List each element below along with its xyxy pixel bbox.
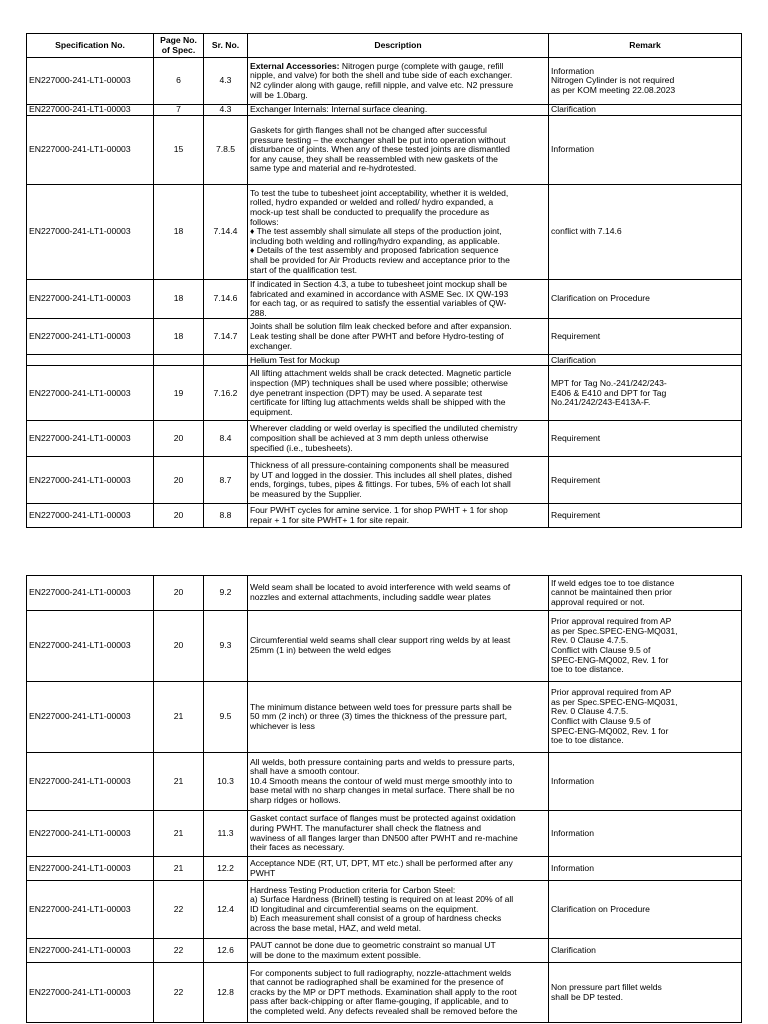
description-line: for any cause, they shall be reassembled with new gaskets of the (250, 153, 498, 164)
sr-no-cell: 12.6 (204, 939, 248, 963)
remark-line: MPT for Tag No.-241/242/243- (551, 377, 667, 388)
remark-line: Nitrogen Cylinder is not required (551, 75, 675, 86)
sr-no-cell: 7.14.7 (204, 319, 248, 355)
description-line: dye penetrant inspection (DPT) may be used. A separate test (250, 387, 483, 398)
description-cell (248, 116, 549, 185)
table-row (27, 504, 742, 528)
remark-line: No.241/242/243-E413A-F. (551, 397, 651, 408)
description-line: ends, forgings, tubes, pipes & fittings. For tubes, 5% of each lot shall (250, 479, 511, 490)
description-line: across the base metal, HAZ, and weld metal. (250, 922, 421, 933)
remark-line: E406 & E410 and DPT for Tag (551, 387, 667, 398)
sr-no-cell: 4.3 (204, 105, 248, 116)
header-sr-no: Sr. No. (204, 34, 248, 58)
description-line: All lifting attachment welds shall be crack detected. Magnetic particle (250, 368, 512, 379)
description-line: repair + 1 for site PWHT+ 1 for site repair. (250, 514, 410, 525)
description-line: Weld seam shall be located to avoid interference with weld seams of (250, 582, 511, 593)
table-row (27, 319, 742, 355)
description-line: shall have a smooth contour. (250, 766, 360, 777)
spec-no-cell: EN227000-241-LT1-00003 (27, 421, 154, 457)
spec-no-cell: EN227000-241-LT1-00003 (27, 682, 154, 753)
description-line: nozzles and external attachments, including saddle wear plates (250, 592, 491, 602)
description-line: Four PWHT cycles for amine service. 1 for shop PWHT + 1 for shop (250, 505, 508, 516)
sr-no-cell: 8.4 (204, 421, 248, 457)
description-line: disturbance of joints. When any of these tested joints are dismantled (250, 144, 510, 155)
page-no-cell: 18 (154, 319, 204, 355)
sr-no-cell: 7.14.4 (204, 185, 248, 280)
page-no-cell: 22 (154, 939, 204, 963)
remark-line: shall be DP tested. (551, 991, 623, 1002)
description-cell (248, 881, 549, 939)
spec-no-cell: EN227000-241-LT1-00003 (27, 504, 154, 528)
sr-no-cell: 4.3 (204, 58, 248, 105)
spec-no-cell: EN227000-241-LT1-00003 (27, 280, 154, 319)
description-line: their faces as necessary. (250, 842, 345, 853)
remark-cell (549, 58, 742, 105)
description-cell (248, 280, 549, 319)
description-line: 288. (250, 307, 267, 318)
remark-line: Clarification (551, 944, 596, 955)
description-line: certificate for lifting lug attachments welds shall be shipped with the (250, 397, 506, 408)
description-line: start of the qualification test. (250, 264, 358, 275)
header-page-no: Page No. of Spec. (154, 34, 204, 58)
description-line: Hardness Testing Production criteria for Carbon Steel: (250, 884, 456, 895)
spec-no-cell: EN227000-241-LT1-00003 (27, 105, 154, 116)
remark-line: Rev. 0 Clause 4.7.5. (551, 706, 629, 717)
remark-cell (549, 504, 742, 528)
page-no-cell: 19 (154, 366, 204, 421)
description-line: shall be provided for Air Products review and acceptance prior to the (250, 254, 510, 265)
description-cell (248, 963, 549, 1023)
remark-line: Information (551, 775, 594, 786)
description-line: PAUT cannot be done due to geometric constraint so manual UT (250, 939, 496, 950)
sr-no-cell: 10.3 (204, 753, 248, 811)
remark-line: Non pressure part fillet welds (551, 981, 662, 992)
description-line: composition shall be achieved at 3 mm depth unless otherwise (250, 433, 489, 444)
remark-line: Conflict with Clause 9.5 of (551, 716, 651, 726)
sr-no-cell: 8.8 (204, 504, 248, 528)
description-line: equipment. (250, 406, 293, 417)
description-cell (248, 811, 549, 857)
description-line: a) Surface Hardness (Brinell) testing is required on at least 20% of all (250, 894, 514, 905)
description-line: exchanger. (250, 340, 293, 351)
sr-no-cell: 9.2 (204, 576, 248, 611)
page-no-cell: 6 (154, 58, 204, 105)
description-line: rolled, hydro expanded or welded and rolled/ hydro expanded, a (250, 197, 494, 208)
remark-line: as per KOM meeting 22.08.2023 (551, 84, 676, 95)
description-line: Wherever cladding or weld overlay is specified the undiluted chemistry (250, 423, 518, 434)
spec-no-cell (27, 355, 154, 366)
remark-line: approval required or not. (551, 596, 645, 607)
remark-line: Clarification on Procedure (551, 903, 650, 914)
table-row (27, 857, 742, 881)
spec-no-cell: EN227000-241-LT1-00003 (27, 319, 154, 355)
spec-no-cell: EN227000-241-LT1-00003 (27, 366, 154, 421)
table-row (27, 611, 742, 682)
remark-line: toe to toe distance. (551, 735, 624, 746)
spec-no-cell: EN227000-241-LT1-00003 (27, 116, 154, 185)
remark-line: cannot be maintained then prior (551, 587, 672, 598)
table-row (27, 116, 742, 185)
spec-no-cell: EN227000-241-LT1-00003 (27, 811, 154, 857)
sr-no-cell: 7.14.6 (204, 280, 248, 319)
table-row (27, 939, 742, 963)
description-line: Helium Test for Mockup (250, 354, 340, 365)
spec-no-cell: EN227000-241-LT1-00003 (27, 576, 154, 611)
description-cell (248, 319, 549, 355)
description-line: 10.4 Smooth means the contour of weld must merge smoothly into to (250, 775, 513, 786)
table-row (27, 881, 742, 939)
table-row (27, 963, 742, 1023)
spec-no-cell: EN227000-241-LT1-00003 (27, 963, 154, 1023)
description-line: same type and material and re-hydrotested. (250, 163, 417, 174)
sr-no-cell: 12.8 (204, 963, 248, 1023)
remark-line: Information (551, 144, 594, 155)
description-line: 25mm (1 in) between the weld edges (250, 645, 391, 655)
description-line: whichever is less (250, 720, 315, 731)
description-line: PWHT (250, 867, 276, 878)
page-no-cell: 21 (154, 811, 204, 857)
description-cell (248, 939, 549, 963)
remark-cell (549, 811, 742, 857)
remark-line: Information (551, 65, 594, 76)
description-line: Gasket contact surface of flanges must be protected against oxidation (250, 813, 516, 824)
description-cell (248, 58, 549, 105)
description-line: Joints shall be solution film leak checked before and after expansion. (250, 321, 512, 332)
description-line: the completed weld. Any defects revealed shall be removed before the (250, 1005, 518, 1016)
description-line: sharp ridges or hollows. (250, 794, 341, 805)
remark-line: Rev. 0 Clause 4.7.5. (551, 635, 629, 646)
spec-table-1 (26, 33, 742, 528)
spec-table-2 (26, 575, 742, 1023)
description-line: pressure testing – the exchanger shall be put into operation without (250, 134, 506, 145)
remark-line: Conflict with Clause 9.5 of (551, 645, 651, 655)
description-line: be measured by the Supplier. (250, 488, 362, 499)
spec-no-cell: EN227000-241-LT1-00003 (27, 939, 154, 963)
page-no-cell: 21 (154, 753, 204, 811)
description-line: by UT and logged in the dossier. This includes all shell plates, dished (250, 469, 512, 480)
sr-no-cell: 11.3 (204, 811, 248, 857)
remark-cell (549, 682, 742, 753)
spec-no-cell: EN227000-241-LT1-00003 (27, 611, 154, 682)
description-cell (248, 682, 549, 753)
description-line: To test the tube to tubesheet joint acceptability, whether it is welded, (250, 187, 509, 198)
remark-line: Requirement (551, 474, 601, 485)
remark-cell (549, 355, 742, 366)
remark-line: Requirement (551, 433, 601, 444)
table-1-body (27, 58, 742, 528)
remark-cell (549, 753, 742, 811)
page-no-cell: 20 (154, 457, 204, 504)
remark-line: Prior approval required from AP (551, 687, 672, 698)
description-line: for each tag, or as required to satisfy the essential variables of QW- (250, 298, 507, 309)
description-line: cracks by the MP or DPT methods. Examination shall apply to the root (250, 986, 517, 997)
description-cell (248, 857, 549, 881)
remark-cell (549, 576, 742, 611)
page-no-cell: 7 (154, 105, 204, 116)
description-line: pass after back-chipping or after flame-gouging, if applicable, and to (250, 996, 509, 1007)
description-line: Thickness of all pressure-containing components shall be measured (250, 460, 509, 471)
remark-cell (549, 421, 742, 457)
page-no-cell (154, 355, 204, 366)
description-lead: External Accessories: (250, 60, 340, 71)
sr-no-cell: 12.4 (204, 881, 248, 939)
description-line: including both welding and rolling/hydro expanding, as applicable. (250, 235, 500, 246)
description-line: will be 1.0barg. (250, 89, 308, 100)
sr-no-cell (204, 355, 248, 366)
table-2-body (27, 576, 742, 1023)
remark-cell (549, 116, 742, 185)
description-line: waviness of all flanges larger than DN500 after PWHT and re-machine (250, 832, 518, 843)
remark-line: Clarification on Procedure (551, 293, 650, 304)
remark-cell (549, 611, 742, 682)
description-line: Exchanger Internals: Internal surface cleaning. (250, 104, 428, 115)
page-no-cell: 21 (154, 682, 204, 753)
remark-line: Clarification (551, 104, 596, 115)
description-line: nipple, and valve) for both the shell and tube side of each exchanger. (250, 70, 513, 81)
remark-line: as per Spec.SPEC-ENG-MQ031, (551, 625, 678, 636)
remark-line: SPEC-ENG-MQ002, Rev. 1 for (551, 725, 669, 736)
sr-no-cell: 7.8.5 (204, 116, 248, 185)
remark-line: Prior approval required from AP (551, 616, 672, 627)
remark-cell (549, 366, 742, 421)
remark-line: as per Spec.SPEC-ENG-MQ031, (551, 696, 678, 707)
description-line: will be done to the maximum extent possible. (250, 949, 422, 960)
page-no-cell: 18 (154, 185, 204, 280)
sr-no-cell: 7.16.2 (204, 366, 248, 421)
table-row (27, 753, 742, 811)
remark-line: Information (551, 862, 594, 873)
spec-no-cell: EN227000-241-LT1-00003 (27, 857, 154, 881)
description-line: 50 mm (2 inch) or three (3) times the thickness of the pressure part, (250, 711, 507, 722)
spec-no-cell: EN227000-241-LT1-00003 (27, 58, 154, 105)
description-cell (248, 355, 549, 366)
page-no-cell: 21 (154, 857, 204, 881)
description-cell (248, 457, 549, 504)
table-row (27, 58, 742, 105)
page-no-cell: 22 (154, 881, 204, 939)
table-row (27, 355, 742, 366)
page-no-cell: 20 (154, 504, 204, 528)
remark-cell (549, 319, 742, 355)
description-cell (248, 576, 549, 611)
spec-no-cell: EN227000-241-LT1-00003 (27, 753, 154, 811)
table-row (27, 682, 742, 753)
spec-no-cell: EN227000-241-LT1-00003 (27, 185, 154, 280)
description-line: ♦ The test assembly shall simulate all steps of the production joint, (250, 226, 502, 237)
description-cell (248, 105, 549, 116)
spec-no-cell: EN227000-241-LT1-00003 (27, 881, 154, 939)
page-no-cell: 22 (154, 963, 204, 1023)
remark-line: Clarification (551, 354, 596, 365)
description-line: follows: (250, 216, 279, 227)
table-row (27, 576, 742, 611)
page-no-cell: 20 (154, 421, 204, 457)
remark-cell (549, 105, 742, 116)
remark-line: conflict with 7.14.6 (551, 226, 622, 237)
description-line: during PWHT. The manufacturer shall check the flatness and (250, 822, 482, 833)
page-no-cell: 18 (154, 280, 204, 319)
remark-line: Information (551, 827, 594, 838)
page-no-cell: 20 (154, 611, 204, 682)
description-line: The minimum distance between weld toes for pressure parts shall be (250, 701, 512, 712)
header-description: Description (248, 34, 549, 58)
description-line: b) Each measurement shall consist of a group of hardness checks (250, 913, 502, 924)
header-row (27, 34, 742, 58)
table-row (27, 105, 742, 116)
description-line: All welds, both pressure containing parts and welds to pressure parts, (250, 756, 515, 767)
description-line: If indicated in Section 4.3, a tube to tubesheet joint mockup shall be (250, 279, 508, 289)
remark-cell (549, 857, 742, 881)
sr-no-cell: 8.7 (204, 457, 248, 504)
header-remark: Remark (549, 34, 742, 58)
description-cell (248, 366, 549, 421)
remark-cell (549, 939, 742, 963)
table-row (27, 421, 742, 457)
remark-line: SPEC-ENG-MQ002, Rev. 1 for (551, 654, 669, 665)
table-row (27, 185, 742, 280)
remark-cell (549, 280, 742, 319)
remark-line: toe to toe distance. (551, 664, 624, 675)
remark-cell (549, 963, 742, 1023)
table-row (27, 280, 742, 319)
description-line: Leak testing shall be done after PWHT and before Hydro-testing of (250, 331, 504, 342)
description-text: Nitrogen purge (complete with gauge, refill (339, 60, 504, 71)
description-line: Gaskets for girth flanges shall not be changed after successful (250, 125, 487, 136)
description-cell (248, 753, 549, 811)
spec-no-cell: EN227000-241-LT1-00003 (27, 457, 154, 504)
description-cell (248, 504, 549, 528)
description-line: Circumferential weld seams shall clear support ring welds by at least (250, 635, 511, 646)
description-line: For components subject to full radiography, nozzle-attachment welds (250, 967, 512, 978)
description-cell (248, 611, 549, 682)
remark-line: Requirement (551, 510, 601, 521)
sr-no-cell: 9.5 (204, 682, 248, 753)
remark-cell (549, 457, 742, 504)
description-cell (248, 185, 549, 280)
description-line: base metal with no sharp changes in metal surface. There shall be no (250, 785, 515, 796)
page-no-cell: 20 (154, 576, 204, 611)
table-row (27, 811, 742, 857)
description-line: fabricated and examined in accordance with ASME Sec. IX QW-193 (250, 288, 509, 299)
table-row (27, 457, 742, 504)
table-row (27, 366, 742, 421)
description-line: specified (i.e., tubesheets). (250, 442, 353, 453)
description-line: ♦ Details of the test assembly and proposed fabrication sequence (250, 245, 499, 256)
description-line: N2 cylinder along with gauge, refill nipple, and valve etc. N2 pressure (250, 80, 514, 90)
remark-cell (549, 881, 742, 939)
sr-no-cell: 9.3 (204, 611, 248, 682)
page-no-cell: 15 (154, 116, 204, 185)
remark-line: Requirement (551, 331, 601, 342)
remark-line: If weld edges toe to toe distance (551, 577, 675, 588)
description-line: Acceptance NDE (RT, UT, DPT, MT etc.) shall be performed after any (250, 857, 513, 868)
description-cell (248, 421, 549, 457)
description-line: inspection (MP) techniques shall be used where possible; otherwise (250, 377, 508, 388)
header-specification-no: Specification No. (27, 34, 154, 58)
description-line: ID longitudinal and circumferential seams on the equipment. (250, 903, 479, 914)
description-line: that cannot be radiographed shall be examined for the presence of (250, 977, 504, 988)
sr-no-cell: 12.2 (204, 857, 248, 881)
description-line: mock-up test shall be conducted to prequalify the procedure as (250, 207, 490, 218)
remark-cell (549, 185, 742, 280)
